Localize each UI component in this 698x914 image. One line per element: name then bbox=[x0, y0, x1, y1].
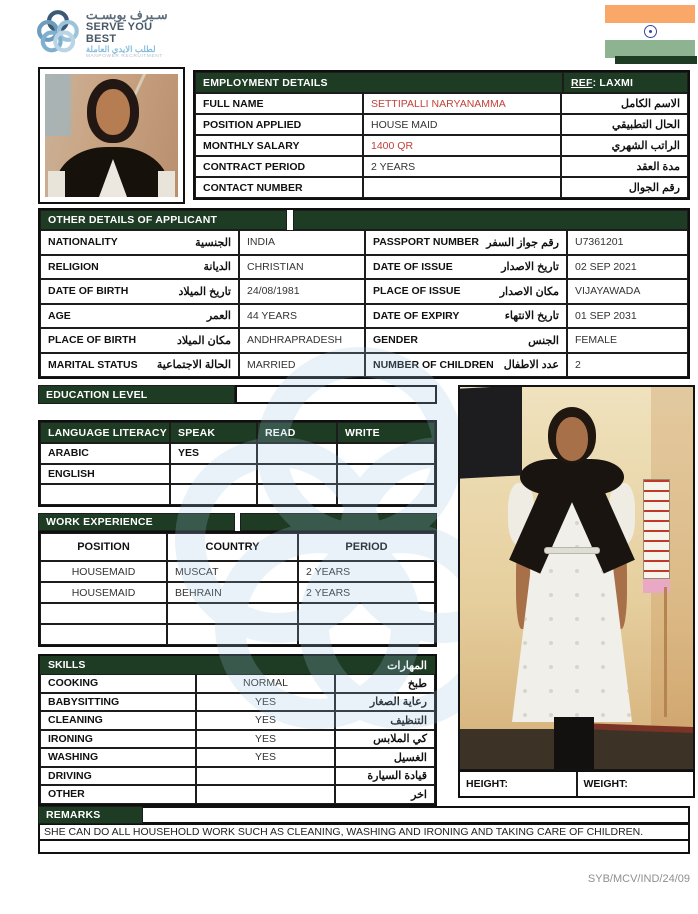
column-header: LANGUAGE LITERACY bbox=[40, 422, 170, 443]
skill-label: DRIVING bbox=[40, 767, 196, 786]
company-name: SERVE YOU BEST bbox=[85, 21, 153, 45]
field-value: CHRISTIAN bbox=[239, 255, 365, 280]
tv bbox=[460, 387, 522, 479]
language-read bbox=[257, 484, 337, 505]
employment-details-title: EMPLOYMENT DETAILS bbox=[195, 72, 563, 93]
wall-cord bbox=[664, 587, 667, 717]
field-label: CONTACT NUMBER bbox=[195, 177, 363, 198]
language-literacy-table bbox=[38, 420, 437, 507]
language-write bbox=[337, 484, 435, 505]
skill-value: NORMAL bbox=[196, 674, 335, 693]
field-value: MARRIED bbox=[239, 353, 365, 378]
column-header: POSITION bbox=[40, 533, 167, 561]
skill-value: YES bbox=[196, 730, 335, 749]
other-details-title: OTHER DETAILS OF APPLICANT bbox=[40, 210, 287, 230]
field-value: HOUSE MAID bbox=[363, 114, 561, 135]
education-level-value bbox=[235, 385, 437, 404]
skill-label-arabic: كي الملابس bbox=[335, 730, 435, 749]
language-read bbox=[257, 464, 337, 485]
skill-label: COOKING bbox=[40, 674, 196, 693]
field-value bbox=[363, 177, 561, 198]
work-period: 2 YEARS bbox=[298, 582, 435, 603]
calendar bbox=[643, 479, 670, 579]
field-value: SETTIPALLI NARYANAMMA bbox=[363, 93, 561, 114]
education-level-title: EDUCATION LEVEL bbox=[38, 385, 235, 404]
flag-saffron-stripe bbox=[605, 5, 695, 23]
other-details-table bbox=[38, 208, 690, 379]
field-label: DATE OF EXPIRY تاريخ الانتهاء bbox=[365, 304, 567, 329]
measurements-row bbox=[458, 770, 695, 798]
skill-label-arabic: الغسيل bbox=[335, 748, 435, 767]
skill-label-arabic: رعاية الصغار bbox=[335, 693, 435, 712]
remarks-section bbox=[38, 806, 690, 854]
work-country bbox=[167, 603, 298, 624]
remarks-text: SHE CAN DO ALL HOUSEHOLD WORK SUCH AS CLEANING, WASHING AND IRONING AND TAKING CARE OF CHILDREN. bbox=[38, 823, 690, 841]
field-label: DATE OF BIRTH تاريخ الميلاد bbox=[40, 279, 239, 304]
field-label: PLACE OF BIRTH مكان الميلاد bbox=[40, 328, 239, 353]
column-header: COUNTRY bbox=[167, 533, 298, 561]
column-header: PERIOD bbox=[298, 533, 435, 561]
field-value: 02 SEP 2021 bbox=[567, 255, 688, 280]
work-experience-bar bbox=[38, 513, 437, 531]
woman-legs bbox=[554, 717, 594, 769]
remarks-title: REMARKS bbox=[38, 806, 143, 824]
company-tagline-arabic: لطلب الايدي العاملة bbox=[85, 44, 156, 55]
skill-value: YES bbox=[196, 748, 335, 767]
work-position bbox=[40, 603, 167, 624]
field-value: U7361201 bbox=[567, 230, 688, 255]
field-label: PLACE OF ISSUE مكان الاصدار bbox=[365, 279, 567, 304]
dress-right-sleeve bbox=[158, 171, 175, 197]
field-label-arabic: مدة العقد bbox=[561, 156, 688, 177]
field-label: PASSPORT NUMBER رقم جواز السفر bbox=[365, 230, 567, 255]
language-write bbox=[337, 464, 435, 485]
skill-value: YES bbox=[196, 693, 335, 712]
other-details-title-spacer bbox=[293, 210, 688, 230]
company-logo-icon bbox=[36, 8, 80, 56]
column-header: SPEAK bbox=[170, 422, 257, 443]
photo-background-window bbox=[45, 74, 71, 136]
field-value: 2 bbox=[567, 353, 688, 378]
skills-title-arabic: المهارات bbox=[387, 659, 427, 672]
language-speak: YES bbox=[170, 443, 257, 464]
language-speak bbox=[170, 484, 257, 505]
skills-table bbox=[38, 654, 437, 806]
skill-label: IRONING bbox=[40, 730, 196, 749]
skill-value: YES bbox=[196, 711, 335, 730]
employment-details-table bbox=[193, 70, 690, 200]
document-reference-code: SYB/MCV/IND/24/09 bbox=[587, 873, 690, 885]
company-tagline: MANPOWER RECRUITMENT bbox=[85, 54, 163, 60]
field-value: VIJAYAWADA bbox=[567, 279, 688, 304]
work-period: 2 YEARS bbox=[298, 561, 435, 582]
applicant-photo-full bbox=[458, 385, 695, 771]
flag-underline-bar bbox=[615, 56, 697, 64]
field-value: 01 SEP 2031 bbox=[567, 304, 688, 329]
field-label-arabic: الراتب الشهري bbox=[561, 135, 688, 156]
skill-value bbox=[196, 767, 335, 786]
work-period bbox=[298, 603, 435, 624]
company-name-arabic: سـيرف يوبسـت bbox=[85, 7, 168, 22]
field-value: 2 YEARS bbox=[363, 156, 561, 177]
education-level-bar bbox=[38, 385, 437, 404]
remarks-title-spacer bbox=[143, 806, 690, 824]
field-value: INDIA bbox=[239, 230, 365, 255]
skill-label-arabic: طبخ bbox=[335, 674, 435, 693]
language-read bbox=[257, 443, 337, 464]
column-header: READ bbox=[257, 422, 337, 443]
woman-belt bbox=[544, 547, 600, 554]
field-value: FEMALE bbox=[567, 328, 688, 353]
field-value: 44 YEARS bbox=[239, 304, 365, 329]
field-label: CONTRACT PERIOD bbox=[195, 156, 363, 177]
applicant-photo-portrait bbox=[38, 67, 185, 204]
ashoka-chakra-icon bbox=[644, 25, 657, 38]
skill-label-arabic: قيادة السيارة bbox=[335, 767, 435, 786]
india-flag bbox=[605, 5, 695, 58]
skill-label-arabic: التنظيف bbox=[335, 711, 435, 730]
work-experience-bar-spacer bbox=[240, 513, 437, 531]
field-label-arabic: الاسم الكامل bbox=[561, 93, 688, 114]
field-value: 1400 QR bbox=[363, 135, 561, 156]
work-country bbox=[167, 624, 298, 645]
field-label: NUMBER OF CHILDREN عدد الاطفال bbox=[365, 353, 567, 378]
field-label: DATE OF ISSUE تاريخ الاصدار bbox=[365, 255, 567, 280]
field-label: POSITION APPLIED bbox=[195, 114, 363, 135]
column-header: WRITE bbox=[337, 422, 435, 443]
ref-value: : LAXMI bbox=[592, 76, 634, 89]
work-position bbox=[40, 624, 167, 645]
weight-field: WEIGHT: bbox=[583, 778, 628, 790]
skill-value bbox=[196, 785, 335, 804]
work-experience-title: WORK EXPERIENCE bbox=[38, 513, 235, 531]
skill-label: CLEANING bbox=[40, 711, 196, 730]
work-position: HOUSEMAID bbox=[40, 582, 167, 603]
work-period bbox=[298, 624, 435, 645]
skill-label: BABYSITTING bbox=[40, 693, 196, 712]
field-label-arabic: رقم الجوال bbox=[561, 177, 688, 198]
language-write bbox=[337, 443, 435, 464]
skill-label: WASHING bbox=[40, 748, 196, 767]
field-value: ANDHRAPRADESH bbox=[239, 328, 365, 353]
skill-label-arabic: اخر bbox=[335, 785, 435, 804]
work-country: MUSCAT bbox=[167, 561, 298, 582]
remarks-empty-row bbox=[38, 839, 690, 854]
field-label: NATIONALITY الجنسية bbox=[40, 230, 239, 255]
field-label: GENDER الجنس bbox=[365, 328, 567, 353]
height-field: HEIGHT: bbox=[460, 772, 578, 796]
work-experience-table bbox=[38, 531, 437, 647]
language-name: ENGLISH bbox=[40, 464, 170, 485]
field-label-arabic: الحال التطبيقي bbox=[561, 114, 688, 135]
company-logo bbox=[36, 8, 186, 60]
face bbox=[96, 89, 130, 135]
skill-label: OTHER bbox=[40, 785, 196, 804]
woman-face bbox=[556, 417, 588, 461]
work-country: BEHRAIN bbox=[167, 582, 298, 603]
field-value: 24/08/1981 bbox=[239, 279, 365, 304]
work-position: HOUSEMAID bbox=[40, 561, 167, 582]
skills-title: SKILLS bbox=[48, 659, 86, 671]
field-label: MONTHLY SALARY bbox=[195, 135, 363, 156]
ref-label: REF bbox=[571, 76, 593, 89]
employment-ref bbox=[563, 72, 688, 93]
field-label: RELIGION الديانة bbox=[40, 255, 239, 280]
language-name bbox=[40, 484, 170, 505]
dress-left-sleeve bbox=[48, 171, 65, 197]
language-name: ARABIC bbox=[40, 443, 170, 464]
language-speak bbox=[170, 464, 257, 485]
flag-white-stripe bbox=[605, 23, 695, 40]
field-label: FULL NAME bbox=[195, 93, 363, 114]
field-label: AGE العمر bbox=[40, 304, 239, 329]
field-label: MARITAL STATUS الحالة الاجتماعية bbox=[40, 353, 239, 378]
